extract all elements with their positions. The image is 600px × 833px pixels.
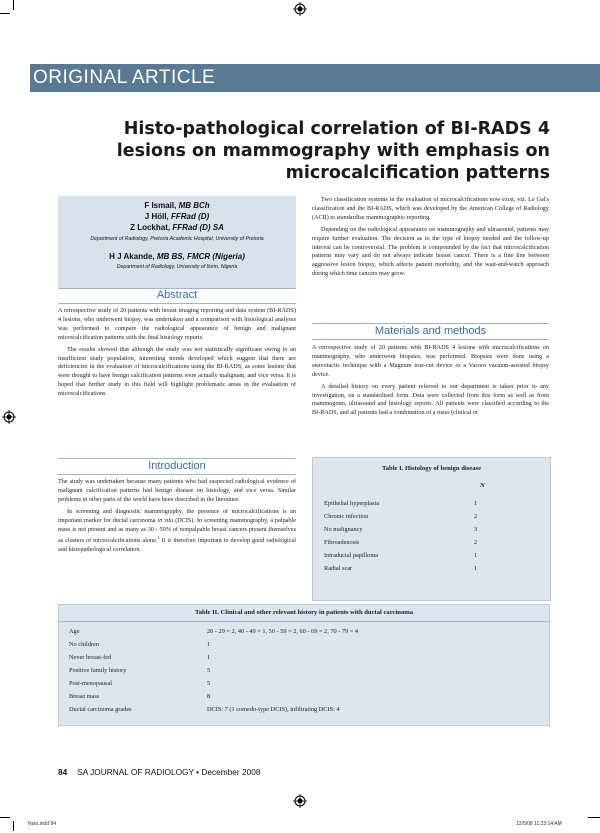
author-name: J Höll, FFRad (D) [144, 212, 210, 221]
table-row: Ductal carcinoma grades DCIS: 7 (1 comedo-type DCIS), infiltrating DCIS: 4 [69, 706, 340, 713]
table-row: Breast mass 8 [69, 693, 211, 700]
journal-name: SA JOURNAL OF RADIOLOGY • December 2008 [77, 767, 261, 777]
table-row: Age 20 - 29 = 2, 40 - 49 = 1, 50 - 59 = 2, 60 - 69 = 2, 70 - 79 = 4 [69, 628, 359, 635]
divider [312, 339, 549, 340]
table-row: Intraductal papilloma 1 [324, 552, 478, 559]
crop-mark [0, 817, 10, 818]
table-row: Chronic infection 2 [324, 513, 478, 520]
table-ductal-carcinoma-history [58, 604, 550, 726]
divider [58, 474, 296, 475]
divider [58, 458, 296, 459]
body-paragraph: Two classification systems in the evaluation of microcalcifications now exist, viz. Le Gal's classification and the BI-RADS, which was developed by the American College of Radiology (ACR) to standardise mammographic reporting. [312, 196, 549, 221]
table-row: Never breast-fed 1 [69, 654, 211, 661]
table-caption: Table I. Histology of benign disease [381, 465, 482, 472]
section-label: ORIGINAL ARTICLE [33, 67, 216, 88]
table-row: Post-menopausal 5 [69, 680, 211, 687]
methods-paragraph: A retrospective study of 20 patients with BI-RADS 4 lesions with microcalcifications on mammography, who underwent biopsies, was performed. Biopsies were done using a stereotactic technique with a Magnum true-cut device or a Vacora vacuum-assisted biopsy device. [312, 344, 549, 378]
divider [58, 303, 296, 304]
affiliation: Department of Radiology, University of Ilorin, Nigeria [116, 264, 238, 270]
body-paragraph: Depending on the radiological appearance on mammography and ultrasound, patients may require further evaluation. The decision as to the type of biopsy needed and the follow-up interval can be controversial. The problem is compounded by the fact that microcalcification patterns may vary and do not always indicate breast cancer. There is a fine line between aggressive lesion biopsy, which affects patient morbidity, and the wait-and-watch approach during which time cancers may grow. [312, 225, 549, 278]
section-banner [30, 64, 600, 92]
table-row: Epithelial hyperplasia 1 [324, 500, 478, 507]
author-name: H J Akande, MB BS, FMCR (Nigeria) [109, 252, 245, 261]
table-caption: Table II. Clinical and other relevant history in patients with ductal carcinoma [194, 609, 414, 616]
methods-heading: Materials and methods [374, 325, 487, 337]
abstract-paragraph: A retrospective study of 20 patients with breast imaging reporting and data system (BI-RADS) 4 lesions, who underwent biopsy, was undertaken and a comparison with histological analyses was performed to compare the radiological appearance of benign and malignant microcalcification patterns with the final histology reports. [58, 307, 296, 341]
table-row: No malignancy 3 [324, 526, 478, 533]
print-slug-left: Nsto.indd 84 [28, 821, 57, 827]
table-row: Radial scar 1 [324, 565, 478, 572]
table-column-header: N [480, 482, 485, 489]
affiliation: Department of Radiology, Pretoria Academic Hospital, University of Pretoria [90, 236, 264, 242]
abstract-heading: Abstract [156, 289, 198, 301]
crop-mark [588, 817, 600, 818]
table-row: Positive family history 5 [69, 667, 211, 674]
crop-mark [13, 0, 14, 10]
page-number: 84 [58, 767, 68, 777]
article-title [98, 118, 550, 184]
crop-mark [13, 821, 14, 831]
table-benign-histology [312, 457, 551, 601]
registration-mark-bottom [293, 794, 307, 808]
table-row: Fibroadenosis 2 [324, 539, 478, 546]
methods-body [312, 344, 549, 418]
right-column-body [312, 196, 549, 279]
divider [312, 323, 549, 324]
introduction-heading: Introduction [148, 460, 206, 472]
abstract-paragraph: The results showed that although the study was not statistically significant owing to an insufficient study population, interesting trends developed which suggest that there are deficiencies in the evaluation of microcalcifications using the BI-RADS, as some lesions that were thought to have benign calcification patterns were actually malignant, and vice versa. It is hoped that further study in this field will highlight problematic areas in the evaluation of microcalcifications. [58, 345, 296, 398]
introduction-paragraph: The study was undertaken because many patients who had suspected radiological evidence of malignant calcification patterns had benign disease on histology, and vice versa. Similar problems in other parts of the world have been described in the literature. [58, 478, 296, 503]
author-name: F Ismail, MB BCh [144, 201, 210, 210]
authors-box [58, 196, 296, 288]
print-slug-right: 12/5/08 11:23:14 AM [516, 821, 562, 827]
title-line: microcalcification patterns [285, 163, 550, 183]
registration-mark-left [2, 410, 16, 424]
abstract-body [58, 307, 296, 399]
methods-paragraph: A detailed history on every patient referred to our department is taken prior to any investigation, on a standardised form. Data were collected from this form as well as from mammogram, ultrasound and histology reports. All patients were classified according to the BI-RADS, and all patients had a combination of a mass (clinical or [312, 382, 549, 417]
table-row: No children 1 [69, 641, 211, 648]
title-line: lesions on mammography with emphasis on [116, 141, 550, 161]
divider [59, 621, 549, 622]
crop-mark [0, 13, 10, 14]
introduction-paragraph: In screening and diagnostic mammography, the presence of microcalcifications is an important marker for ductal carcinoma in situ (DCIS). In screening mammography, a palpable mass is not present and as many as 30 - 50% of nonpalpable breast cancers present themselves as clusters of microcalcifications alone.$^1$ It is therefore important to develop good radiological and histopathological correlation. [58, 507, 296, 554]
page-footer [58, 767, 260, 777]
registration-mark-top [293, 2, 307, 16]
author-name: Z Lockhat, FFRad (D) SA [130, 223, 224, 232]
title-line: Histo-pathological correlation of BI-RADS 4 [123, 119, 550, 139]
introduction-body [58, 478, 296, 555]
